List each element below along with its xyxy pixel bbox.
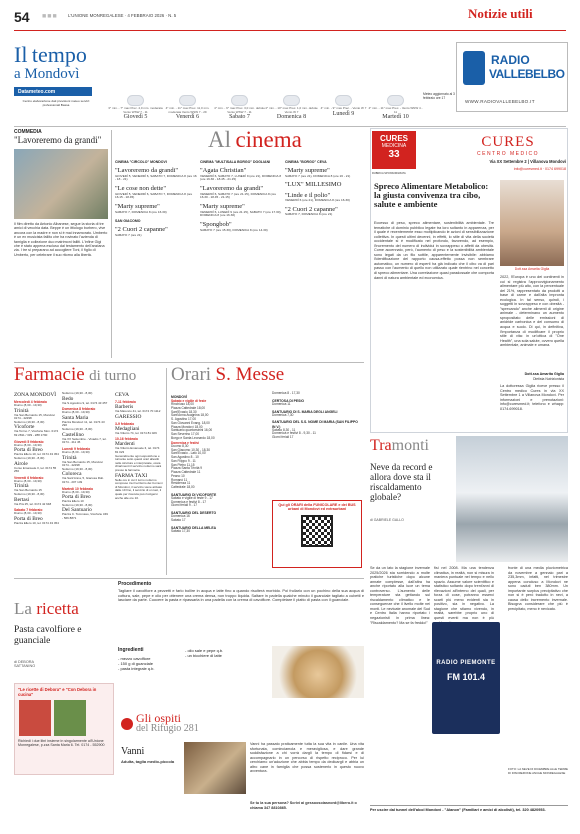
meteo-title-tempo: tempo [31,42,87,67]
tramonti-label-1: Tra [370,437,392,454]
pharmacy-info: Via S.Agostino 9, tel. 0174 43 457 [62,400,108,405]
messe-column [171,392,267,598]
film-title: "Lavoreremo da grandi" [200,185,264,193]
ricetta-title-2: ricetta [36,599,79,618]
book-promo-text: Richiedi i due libri insieme in singolarmente all'Unione Monregalese, p.zza Santa Maria 6. Tel. 0174 - 552900 [18,739,105,748]
pharmacy-name: Castellino [62,431,84,438]
tramonti-snow-photo [456,436,568,562]
cures-author: Dott.ssa Amarita Giglia [524,372,564,376]
tramonti-col-1: Se da un lato la stagione invernale 2025/2026 sta sorridendo a molte pratiche turistiche dopo alcune annate complesse, dall'altra ha anche riportato alla luce un tema controverso. L'aumento delle temperature sta gettando sul riscaldamento climatico e le conseguenze che il livello molte nei monti. Le nevicate anomale del Sud e Centro Italia hanno riportato i negazionisti in prima linea: "Riscaldamento? Ma se fa freddo!" [370,566,430,625]
farmacie-title [14,365,136,385]
pharmacy-info: Notturno (19,30 - 8,30) [14,419,45,424]
forecast-info: 4° min. - 9° max Prec. - Vento W 7 [320,106,367,110]
tramonti-headline: Neve da record e allora dove sta il riscaldamento globale? [370,462,433,502]
cinema-title-al: Al [208,127,231,152]
mass-time: Piazza Santa Trinità 9 [171,466,203,471]
pharmacy-name: FARMA TAXI [115,472,148,479]
mass-time: Residenza 11 [171,481,191,486]
church-heading: SANTUARIO DELLA MELEA [171,525,217,530]
cures-body: Eccesso di peso, spreco alimentare, sostenibilità ambientale. Tre tematiche di dominio pubblico legate tra loro soltanto in apparenza, per il quale è recentemente esso moltiplicando le azioni di sensibilizzazione collettiva. In questi ultimi decenni, in effetti, lo stile di vita della società occidentale si è modificato nel profondo, favorendo, ad esempio, l'incremento del numero di individui in sovrappeso o affetti da obesità. Come accennato, però, l'aumento di peso e la sostenibilità ambientale sono legati da un filo sottile, apparentemente invisibile: abbiamo l'identificazione del rapporto causa-effetto possa non sembrare automatico, un numero di esperti ha già indicato che il cibo va di pari passo con l'aumento di quello non utilizzato quale rientrino nel concetto di spreco alimentare. Una correlazione quasi paradossale che comporta danni di natura ambientale ed economica. [374,221,494,280]
book-promo [14,683,114,775]
day-heading: 3-9 febbraio [115,421,135,426]
cures-email[interactable]: info@curesmed.it [513,167,542,171]
mass-time: Domenica 16 [171,514,190,519]
farmacie-column [115,392,163,578]
mass-time: Domenica 11 [272,401,291,406]
cinema-title [208,128,302,152]
pharmacy-info: Piazza Ellero 10, tel. 0174 43 454 [14,452,59,457]
cures-brand-sub: CENTRO MEDICO [477,151,539,157]
pharmacy-info: Via Sant'Anna, 5, Giacosa Rob. 0174 - 207 149 [62,476,105,484]
day-heading: 10-16 febbraio [115,437,138,442]
pharmacy-name: Medagliani [115,425,140,432]
pharmacy-info: Diurno (8,30 - 19,30) [14,403,42,408]
forecast-day [108,95,163,121]
film-title: "Marty supreme" [115,203,160,211]
procedimento-heading: Procedimento [118,581,152,587]
book-cover-2 [54,700,86,736]
film-title: "2 Cuori 2 capanne" [115,226,168,234]
ingredient: - un bicchiere di latte [185,653,222,659]
pharmacy-info: Notturno (19,30 - 8,30) [62,391,93,395]
meteo-title-il: Il [14,42,28,67]
ingredienti-heading: Ingredienti [118,647,144,653]
ricetta-title [14,600,79,619]
pharmacy-info: Piazza Mondovì 11, tel. 0174 43 290 [62,419,105,428]
pharmacy-name: Santa Maria [62,414,89,421]
dog-description: Adulta, taglia medio-piccola [121,759,175,764]
divider [14,578,364,579]
divider [14,362,364,363]
weather-icon [335,95,352,106]
forecast-day-label: Giovedì 5 [123,114,148,121]
cures-phone[interactable]: 0174 699018 [545,167,566,171]
ingredient: - mezzo cavolfiore [118,656,151,661]
header-rule [14,30,566,31]
pharmacy-info: Via San Bernardo 15, Mondovì 0174 - 42298 [14,412,55,421]
church-heading: SANTUARIO DI S. MARIA DEGLI ANGELI [272,409,338,414]
pharmacy-info: Diurno (8,30 - 19,30) [62,449,90,454]
funicolare-text: Qui gli ORARI della FUNICOLARE e dei BUS urbani di Mondovì ed extraurbani [278,503,356,512]
pharmacy-info: Notturno (19,30 - 8,30) [14,455,45,460]
mass-time: Piazza Cattedrale 18,00 [171,405,206,410]
film-schedule: SABATO 7, DOMENICA 8 (ore 16.30) [115,209,167,214]
pharmacy-info: Notturno (19,30 - 8,30) [62,427,93,432]
pharmacy-info: Via San Bernardo 15 [14,488,42,493]
mass-time: San Filippo 9 - 11 [171,458,196,463]
forecast-day-label: Domenica 8 [276,114,307,121]
pharmacy-name: Del Santuario [62,507,92,514]
church-heading: SANTUARIO DEL S.S. NOME DI MARIA (SAN FILIPPO IN V.) [272,420,358,429]
tramonti-label-2: monti [391,437,429,454]
cinema-title-cinema: cinema [235,127,302,152]
mass-time: Domenica 7,30 [272,412,294,417]
mass-time: Sabato 8,30 - 11 [272,427,296,432]
cures-brand-name: CURES [481,134,535,150]
farmacie-title-2: di turno [89,368,137,384]
forecast-day-label: Venerdì 6 [175,114,200,121]
weather-icon [127,95,144,106]
church-heading: SANTUARIO DI VICOFORTE [171,492,217,497]
pharmacy-info: Via XX Settembre - Vinadio 7, tel. 0174 - 411 45 [62,436,107,445]
mass-time: Domenica e festivi [171,440,199,445]
cures-tab-name: CURES [379,134,408,143]
pharmacy-info: Notturno (19,30 - 8,30) [62,502,93,507]
datameteo-logo: Datameteo.com [14,87,92,96]
cures-tab-number: 33 [388,149,400,160]
forecast-day [368,95,423,121]
pharmacy-info: Piazza Ellero 10 [62,499,84,504]
rifugio-title-1: Gli ospiti [136,711,182,725]
dog-text: Vanni ha passato praticamente tutta la sua vita in canile. Una vita sfortunata, cominciamola e meravigliosa, e dare grande soddisfazione a chi vorrà dargli la tempo di fidarsi e di accompagnarlo in un percorso di rispetto reciproco. Per lui cerchiamo un'adozione che abbia tempo da dedicargli e abbia un altro cane in famiglia che possa sostenerlo in questo nuovo avventura. [250,742,364,773]
mass-time: S. Agostino 17,00 [171,417,196,422]
forecast-info: 4° min. - 11° max Prec. - Vento WNW 4 - 11 [368,106,423,114]
mass-time: Domenica e festivi 8 - 9,30 - 11 [272,431,316,436]
pharmacy-name: CEVA [115,392,129,398]
meteo-note: Meteo aggiornato al 3 febbraio ore 17 [423,92,455,101]
commedia-box [14,129,108,306]
funicolare-box [272,500,362,568]
pharmacy-name: Bertasi [14,496,30,503]
forecast-info: 4° min. - 10° max Prec. 1,0 mm. debole Vento W 7 [265,106,318,114]
film-title: "Spongbob" [200,221,232,229]
forecast-day [316,95,371,118]
messe-column [272,392,362,498]
film-title: "Le cose non dette" [115,185,166,193]
mass-time: Rinchiuso 18,00 [171,402,194,407]
day-heading: Martedì 10 febbraio [62,486,94,491]
pharmacy-info: Diurno (8,30 - 19,30) [62,489,90,494]
cinema-name: CINEMA "CIRCOLO" MONDOVI [115,160,167,164]
mass-time: Sant'Evasio - Lato 10,00 [171,451,206,456]
forecast-day [212,95,267,121]
film-title: "Linde e il polio" [285,191,331,199]
pharmacy-info: Via Marenco 41, tel. 0174 70 1112 [115,409,161,414]
mass-time: Romanò 11 [171,477,188,482]
cinema-name: CINEMA "BORGO" CEVA [285,160,327,164]
meteo-centro: Centro elaborazione dati previsioni meteo servizi professionali Bassa [22,99,90,108]
radio-logo-icon [463,51,485,85]
mass-time: Peano 10 [171,473,185,478]
radio-url[interactable]: WWW.RADIOVALLEBELBO.IT [465,99,535,104]
day-heading: Mercoledì 4 febbraio [14,400,47,404]
weather-icon [387,95,404,106]
mass-time: Sant'Anna Avagnina 18,00 [171,413,209,418]
mass-time: Cattedrale 18,00 [171,485,195,490]
forecast-day [160,95,215,121]
pharmacy-name: Porta di Breo [62,494,91,501]
pharmacy-name: Barberis [115,404,134,411]
tramonti-col-3: fronte di una media pluviometrica da novembre a gennaio pari a 235,3mm, infatti, nel trimestre appena concluso a Mondovì ne sono caduti ben 380mm. Un importante surplus precipitativo che non si è però tradotto in nevi, a causa dello incremento invernale. Bisogna considerare che più è precipitato, meno è nevicato. [508,566,568,611]
radio-name-2: VALLEBELBO [489,67,565,81]
rifugio-title [136,712,246,734]
qr-code[interactable] [301,515,333,547]
film-schedule: SABATO 7 (ore 15.30), DOMENICA 8 (ore 14.30) [200,227,268,232]
pharmacy-name: Mardenti [115,441,135,448]
pharmacy-info: Diurno (8,30 - 19,30) [14,511,42,516]
forecast-day-label: Lunedì 9 [332,110,355,117]
mass-time: San Giacomo 10,30 - 18,30 [171,447,210,452]
cures-medicina-tab [372,131,416,169]
mass-time: Giorni feriali 17 [272,435,294,440]
ingredient: - olio sale e pepe q.b. [185,648,224,653]
meteo-title [14,44,104,82]
mass-time: Piazza Mondovì 18,00 [171,424,203,429]
tramonti-author: di GABRIELE GALLO [370,518,404,522]
weather-icon [231,95,248,106]
pharmacy-info: Via Vittorio 74, tel. 0174 81 029 [115,430,157,435]
forecast-day-label: Martedì 10 [382,114,409,121]
pharmacy-name: Trinità [62,454,77,461]
pharmacy-info: Notturno (19,30 - 8,30) [14,492,45,496]
pharmacy-name: Porta di Breo [14,515,43,522]
pharmacy-name: Bedo [62,395,74,402]
mass-time: Santuario quartomarini 16,00 [171,428,213,433]
farmacie-title-1: Farmacie [14,364,85,385]
radio-name-1: RADIO [491,53,530,67]
forecast-info: 3° min. - 7° max Prec. 4,0 mm. moderata Vento WSW 7 - 11 [108,106,163,114]
radio-piemonte-name: RADIO PIEMONTE [436,660,496,666]
pharmacy-info: Nelle ore in cui il turno notturno compreso tra il territorio dei Comuni di Mondovì, il servizio viene attivato dalle 19 fino, il servizio di un taxi, il quale per ricevuta può rivolgersi anche alle ore 10. [115,477,163,500]
film-title: "Marty supreme" [285,167,330,175]
film-schedule: VENERDÌ 6, LUNEDÌ 9 (ore 21.15), SABATO 7 (ore 17.30), DOMENICA 8 (ore 16.30) [200,209,282,218]
forecast-day [264,95,319,121]
section-title: Notizie utili [468,6,533,21]
ricetta-dish: Pasta cavolfiore e guanciale [14,625,82,646]
pasta-photo [272,646,364,698]
pharmacy-info: Piazza Ellero 10, tel. 0174 43 454 [14,520,59,525]
film-title: "Agata Christian" [200,167,247,175]
pharmacy-info: Diurno (8,30 - 19,30) [14,478,42,483]
rifugio-icon [121,718,133,730]
mass-time: Sabato 17,30 [171,528,190,533]
pharmacy-info: Diurno (8,30 - 19,30) [14,442,42,447]
cures-brand [452,134,564,157]
mass-time: Sant'Evasio 18,30 [171,409,197,414]
film-title: "2 Cuori 2 capanne" [285,205,338,213]
tramonti-col-2: fisi nel 2008. Ma una tendenza climatica, in realtà, non si misura in maniera puntuale nel tempo e nello spazio. Assume valore scientifico e statistico soltanto dopo trent'anni di rilevazioni all'interno dei quali, per forza di cose, potranno esserci scarti più meno evidenti sia in positivo, sia in negativo. La stagione che stiamo vivendo, in realtà, sarebbe proprio uno di questi eventi ma non è più [434,566,494,621]
rifugio-title-2: del Rifugio 281 [136,723,199,734]
day-heading: 7-11 febbraio [115,400,136,404]
pharmacy-info: Via Prà 25, tel. 0174 42 648 [14,501,52,506]
header-dots: ■■■ [42,13,58,20]
mass-time: San Giovanni Evang. 18,00 [171,420,210,425]
messe-title-2: S. Messe [215,364,285,385]
film-schedule: VENERDÌ 6, SABATO 7 (ore 21.15), DOMENICA 8 (ore 16.30 - 18.45 - 21.15) [200,191,277,200]
book-promo-title: "Le ricette di Debora" e "Con Debora in cucina" [18,687,97,697]
pharmacy-name: Airole [14,460,28,467]
dog-photo [184,742,246,794]
commedia-photo [14,149,108,219]
ricetta-title-1: La [14,599,32,618]
mass-time: Domenica e festivi 8 - 17 [171,499,207,504]
photo-caption: FOTO: LA NEVE DI DICEMBRE ALLE TERME DI DISCREZIONE ANCHE MONREGALESE [508,767,568,775]
church-heading: SANTUARIO DEL DESERTO [171,511,217,516]
farmacie-column [62,392,108,578]
pharmacy-info: Generalmente ogni esposizione e turnante sotto questi orari allestiti nelle strutture e interpretate, ossia chiarimenti il servizio notturno sarà presso la farmacia. [115,453,162,473]
dog-contact: Se tu la sua persona? Scrivi ai gessoosoiasnord@libero.it o chiama 347 8810865. [250,801,357,810]
pharmacy-name: Trinità [14,483,29,490]
film-schedule: GIOVEDÌ 5, VENERDÌ 6, SABATO 7, DOMENICA 8 (ore 16.15 - 18.45) [115,191,193,200]
cures-role: Dietista Nutrizionista [533,377,564,381]
film-schedule: VENERDÌ 6 (ore 21), DOMENICA 8 (ore 16.30) [285,198,350,203]
radio-vallebelbo-ad [456,42,568,112]
cures-contact-text: La dottoressa Giglia riceve presso il Centro medico Cures in via XX Settembre 1 a Villanova Mondovì. Per informazioni e prenotazioni: info@curesmed.it; telefono e whapp: 0174.699018. [500,384,564,411]
film-title: "Lavoreremo da grandi" [115,167,179,175]
mass-time: Sabato 17 [171,517,186,522]
pharmacy-info: Via San Bernardo 15, Mondovì 0174 - 42298 [62,459,103,468]
page-header [0,0,580,40]
page-number: 54 [14,9,30,25]
radio-piemonte-ad [432,622,500,734]
forecast-info: 4° min. - 9° max Prec. 3,0 mm. debole Vento WSW 7 - 11 [214,106,265,114]
cures-tab-medicina: MEDICINA [381,143,407,149]
messe-title-1: Orari [171,364,212,385]
church-heading: CERTOSA DI PESIO [272,398,305,403]
pharmacy-info: Via Torino 7, Vicoforte Mon. 0174 69 2811 / 339 - 288 1790 [14,429,59,438]
ingredienti-col-2 [185,648,265,658]
mass-time: Sabato e vigilie di feste 9 - 17 [171,495,213,500]
cures-contact-line: info@curesmed.it · 0174 699018 [513,167,566,171]
cures-address: Via XX Settembre 2 | Villanova Mondovì [489,159,566,164]
film-title: "Marty supreme" [200,203,245,211]
pharmacy-name: ZONA MONDOVÌ [14,392,57,398]
procedimento-text: Tagliare il cavolfiore a pezzetti e farlo bollire in acqua e latte fino a quando risulterà morbido. Poi frullarlo con un pochino della sua acqua di cottura, sale, pepe e olio per ottenere una crema densa, non troppo liquida. Saltare in padella qualche minuto il guanciale tagliato a cubetti e lasciare da parte. Cuocere la pasta e ripassarla in una padella con la crema di cavolfiore. Completare il piatto di pasta con il guanciale. [118,588,364,603]
day-heading: Venerdì 6 febbraio [14,475,44,480]
weather-icon [283,95,300,106]
film-schedule: SABATO 7, DOMENICA 8 (ore 21) [285,212,333,217]
pharmacy-info: Diurno (8,30 - 19,30) [62,410,90,415]
film-schedule: GIOVEDÌ 5, VENERDÌ 6, SABATO 7, DOMENICA 8 (ore 16 - 18 - 21) [115,173,197,182]
commedia-text: Il film diretto da Antonio Albanese, segue la storia di tre amici di vecchia data. Beppe è un ittiologo burbero, vive ancora con la madre e non si è mai innamorato. Umberto è un ex musicista fallito che ha rovinato l'azienda di famiglia e collezione duo matrimoni falliti. L'infine Gigi che è stato appena escluso dal testamento dell'anziana zia. I tre si preparano ad accogliere Toni, il figlio di Umberto, per celebrare il suo ritorno alla libertà. [14,222,108,257]
alanon-bar [370,805,568,819]
ingredient: - 150 g di guanciale [118,661,153,667]
pharmacy-name: Coloreca [62,471,82,478]
pharmacy-info: Notturno (19,30 - 8,30) [62,466,93,471]
commedia-genre: COMMEDIA [14,129,42,135]
mass-time: Domenica 8 - 17,30 [272,391,300,395]
day-heading: Giovedì 5 febbraio [14,439,44,444]
film-schedule: SABATO 7 (ore 21), DOMENICA 8 (ore 16 - 21) [285,173,351,178]
cinema-column [115,160,197,238]
tramonti-label [370,437,429,455]
ingredient: - pasta integrale q.b. [118,666,155,672]
film-schedule: SABATO 7 (ore 21) [115,232,142,237]
farmacie-column [14,392,60,578]
dog-name: Vanni [121,746,145,757]
pharmacy-name: Porta di Breo [14,447,43,454]
mass-time: Giorni feriali 9 - 17 [171,503,198,508]
pharmacy-name: Trinità [14,407,29,414]
cures-headline: Spreco Alimentare Metabolico: la giusta convivenza tra cibo, salute e ambiente [374,181,489,210]
church-heading: MONDOVÌ [171,395,188,399]
pharmacy-name: GARESSIO [115,413,142,420]
cinema-name: CINEMA "MULTISALA BORGO" DOGLIANI [200,160,271,164]
pharmacy-name: Vicoforte [14,424,35,431]
divider [111,130,112,358]
day-heading: Sabato 7 febbraio [14,508,43,513]
cinema-column [285,160,367,217]
mass-time: Piazza Cattedrale 11 [171,470,201,475]
messe-title [171,365,284,385]
weather-icon [179,95,196,106]
mass-time: San Agostino 8 - 10 [171,455,199,460]
day-heading: Lunedì 9 febbraio [62,446,91,451]
pharmacy-info: Via Vittorio Emanuele II, tel. 0174 81 023 [115,446,160,455]
mass-time: Sabato e vigilie di feste [171,399,207,404]
divider [166,368,167,575]
ricetta-author: di DEBORA SATTANINO [14,660,36,669]
doctor-photo [500,180,564,266]
mass-time: Borgo e Santa Leonardo 18,00 [171,435,215,440]
radio-piemonte-freq: FM 101.4 [446,672,486,682]
cures-body-2: 2022, l'Europa è uno dei continenti in cui si registra l'approvvigionamento alimentare più alto, con la percentuale del 21%, rappresentato da prodotti a base di carne e dall'alta impronta ecologica. In tal senso, quindi, i soggetti in sovrappeso e con obesità - "sprecando" anche alimenti di origine animale - determinano un aumento spropositato delle emissioni di anidride carbonica e del consumo di acqua e suolo. Di qui, in definitiva, l'importanza di modificare il proprio stile di vita: in un'ottica di "One Health", una sola salute, ovvero quella ambientale, animale e umana. [500,275,564,348]
alanon-text: Per uscire dal tunnel dell'alcol Mondovì - "Alanon" (Familiari e amici di alcolisti), tel. 320 4820953. [370,808,546,812]
mass-time: Duomo 8,30 [171,443,189,448]
cinema-name: SAN GIACOMO [115,219,141,224]
publication-line: L'UNIONE MONREGALESE · 4 FEBBRAIO 2026 · N. 5 [68,13,177,18]
pharmacy-info: Piazza C. Tommaso, Vicoforte 349 - 566 8871 [62,512,108,520]
cures-rubric: RUBRICA SPONSORIZZATA [372,172,406,175]
doctor-photo-caption: Dott.ssa Amarita Giglia [514,267,550,271]
book-covers [15,700,113,736]
meteo-title-mondovi: a Mondovì [14,66,80,82]
film-schedule: VENERDÌ 6, SABATO 7, LUNEDÌ 9 (ore 21), DOMENICA 8 (ore 16.30 - 18.45 - 21.15) [200,173,282,182]
book-cover-1 [19,700,51,736]
forecast-day-label: Sabato 7 [229,114,250,121]
film-title: "LUX" MILLESIMO [285,181,342,189]
commedia-title: "Lavoreremo da grandi" [14,135,102,145]
mass-time: San Severino 17,00 [171,432,199,437]
forecast-info: 4° min. - 11° max Prec. 11,0 mm. moderata Vento WSW 7 - 29 [165,106,210,114]
pharmacy-info: Corso Emanuele II, tel. 0174 55 256 [14,465,57,474]
day-heading: Domenica 8 febbraio [62,407,96,412]
mass-time: San Pietro 11,15 [171,462,195,467]
cinema-column [200,160,282,232]
